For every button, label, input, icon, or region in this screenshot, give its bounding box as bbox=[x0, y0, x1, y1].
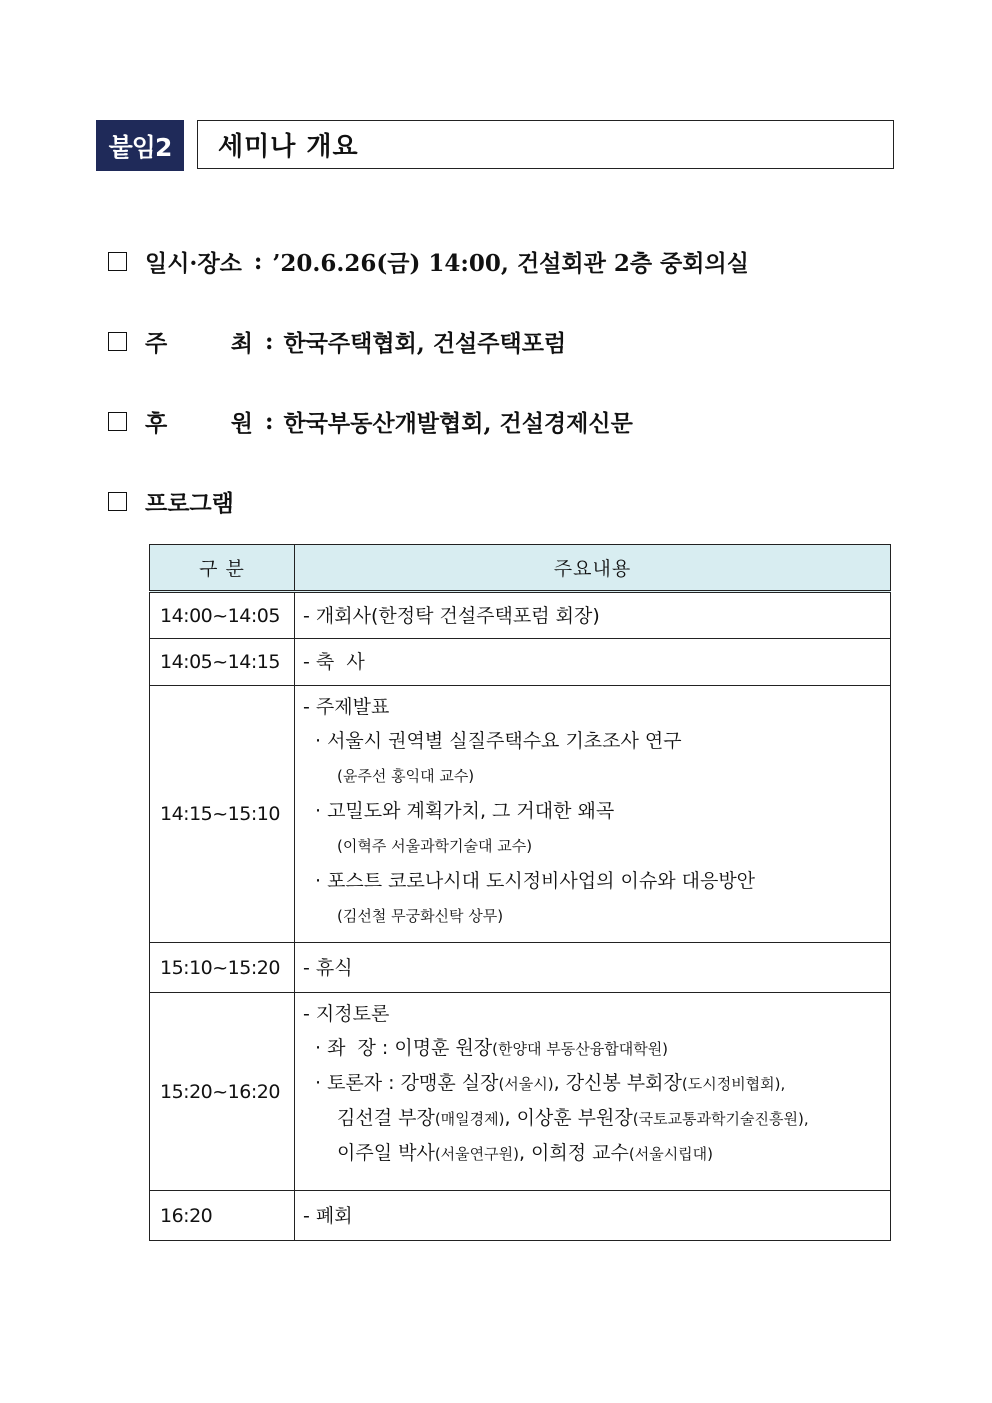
header-section: 구 분 bbox=[150, 545, 295, 592]
item-host bbox=[108, 325, 566, 358]
program-table bbox=[149, 544, 891, 1241]
panelist-org: (도시정비협회), bbox=[681, 1075, 786, 1093]
item-label-part: 주 bbox=[145, 330, 168, 357]
topic-title: · 서울시 권역별 실질주택수요 기초조사 연구 bbox=[315, 730, 682, 752]
item-label bbox=[145, 405, 253, 438]
content-cell: - 축 사 bbox=[295, 639, 891, 686]
panelist: , 이상훈 부원장 bbox=[504, 1107, 633, 1129]
time-cell: 15:10~15:20 bbox=[150, 943, 295, 993]
topic-presenter: (김선철 무궁화신탁 상무) bbox=[337, 907, 504, 925]
panel-line bbox=[303, 1101, 882, 1136]
item-sponsor bbox=[108, 405, 633, 438]
item-colon: : bbox=[265, 328, 274, 355]
panelist: , 이희정 교수 bbox=[518, 1142, 629, 1164]
chair-line bbox=[303, 1031, 882, 1066]
table-row bbox=[150, 1191, 891, 1241]
panelist-org: (서울연구원) bbox=[434, 1145, 519, 1163]
content-cell bbox=[295, 993, 891, 1191]
item-program bbox=[108, 485, 234, 518]
table-row bbox=[150, 943, 891, 993]
content-cell bbox=[295, 686, 891, 943]
section-heading: - 지정토론 bbox=[303, 1003, 390, 1025]
time-cell: 15:20~16:20 bbox=[150, 993, 295, 1191]
item-label: 일시·장소 bbox=[145, 250, 242, 277]
panelist-org: (매일경제) bbox=[434, 1110, 505, 1128]
panelist: 강맹훈 실장 bbox=[400, 1072, 499, 1094]
panelist: 이주일 박사 bbox=[337, 1142, 435, 1164]
item-value: 한국주택협회, 건설주택포럼 bbox=[283, 330, 567, 357]
checkbox-icon bbox=[108, 412, 127, 431]
item-label-part: 최 bbox=[230, 330, 253, 357]
topic-title: · 포스트 코로나시대 도시정비사업의 이슈와 대응방안 bbox=[315, 870, 756, 892]
item-label-part: 후 bbox=[145, 410, 168, 437]
time-cell: 14:05~14:15 bbox=[150, 639, 295, 686]
title-box bbox=[197, 120, 894, 169]
checkbox-icon bbox=[108, 252, 127, 271]
page-title: 세미나 개요 bbox=[218, 132, 359, 162]
topic-title: · 고밀도와 계획가치, 그 거대한 왜곡 bbox=[315, 800, 615, 822]
chair-org: (한양대 부동산융합대학원) bbox=[492, 1040, 669, 1058]
item-datetime-place bbox=[108, 245, 749, 278]
table-row bbox=[150, 639, 891, 686]
panelist: 김선걸 부장 bbox=[337, 1107, 435, 1129]
checkbox-icon bbox=[108, 332, 127, 351]
table-row bbox=[150, 686, 891, 943]
item-colon: : bbox=[253, 248, 263, 275]
item-value: 한국부동산개발협회, 건설경제신문 bbox=[283, 410, 633, 437]
topic-presenter: (이혁주 서울과학기술대 교수) bbox=[337, 837, 533, 855]
table-row bbox=[150, 592, 891, 639]
table-header-row bbox=[150, 545, 891, 592]
content-cell: - 개회사(한정탁 건설주택포럼 회장) bbox=[295, 592, 891, 639]
header-content: 주요내용 bbox=[295, 545, 891, 592]
badge-label: 붙임2 bbox=[108, 132, 172, 162]
item-colon: : bbox=[265, 408, 274, 435]
attachment-badge bbox=[96, 120, 184, 171]
chair-label: · 좌 장 : 이명훈 원장 bbox=[315, 1037, 493, 1059]
content-cell: - 휴식 bbox=[295, 943, 891, 993]
panel-label: · 토론자 : bbox=[315, 1072, 401, 1094]
panelist: , 강신봉 부회장 bbox=[553, 1072, 682, 1094]
panelist-org: (국토교통과학기술진흥원), bbox=[632, 1110, 809, 1128]
time-cell: 14:15~15:10 bbox=[150, 686, 295, 943]
panelist-org: (서울시) bbox=[498, 1075, 554, 1093]
panel-line bbox=[303, 1136, 882, 1171]
time-cell: 16:20 bbox=[150, 1191, 295, 1241]
item-label-part: 원 bbox=[230, 410, 253, 437]
table-row bbox=[150, 993, 891, 1191]
panelist-org: (서울시립대) bbox=[628, 1145, 714, 1163]
item-label: 프로그램 bbox=[145, 490, 234, 517]
section-heading: - 주제발표 bbox=[303, 696, 390, 718]
item-value: ’20.6.26(금) 14:00, 건설회관 2층 중회의실 bbox=[272, 250, 749, 277]
content-cell: - 폐회 bbox=[295, 1191, 891, 1241]
panel-line bbox=[303, 1066, 882, 1101]
item-label bbox=[145, 325, 253, 358]
time-cell: 14:00~14:05 bbox=[150, 592, 295, 639]
checkbox-icon bbox=[108, 492, 127, 511]
topic-presenter: (윤주선 홍익대 교수) bbox=[337, 767, 475, 785]
